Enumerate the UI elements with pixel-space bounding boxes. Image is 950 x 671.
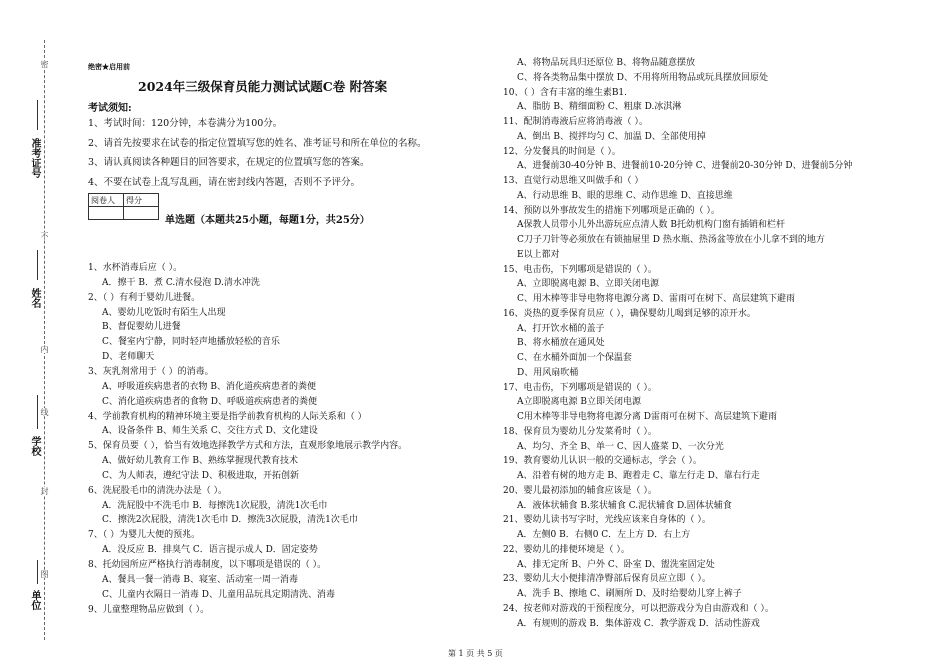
question-stem: 16、炎热的夏季保育员应（ ），确保婴幼儿喝到足够的凉开水。 — [503, 308, 756, 319]
question-option: A．有规则的游戏 B．集体游戏 C．教学游戏 D．活动性游戏 — [517, 618, 760, 629]
section-title: 单选题（本题共25小题，每题1分，共25分） — [165, 215, 370, 226]
label-exam-number: 准考证号 — [29, 138, 40, 178]
question-stem: 20、婴儿最初添加的辅食应该是（ ）。 — [503, 485, 657, 496]
label-name: 姓名 — [29, 288, 40, 308]
question-option: A、打开饮水桶的盖子 — [517, 323, 605, 334]
score-table-grader: 阅卷人 — [89, 194, 124, 207]
question-stem: 19、教育婴幼儿认识一般的交通标志，学会（ ）。 — [503, 456, 702, 467]
question-option: A、将物品玩具归还原位 B、将物品随意摆放 — [517, 58, 695, 68]
question-stem: 18、保育员为婴幼儿分发菜肴时（ ）。 — [503, 426, 657, 437]
question-stem: 1、水杯消毒后应（ ）。 — [88, 263, 183, 273]
region-fill-line — [37, 560, 38, 584]
exam-number-fill-line — [37, 100, 38, 130]
label-region: 单位 — [29, 590, 40, 610]
question-option: C、在水桶外面加一个保温套 — [517, 353, 632, 363]
question-option: A．洗屁股中不洗毛巾 B．每擦洗1次屁股，清洗1次毛巾 — [102, 500, 328, 511]
question-stem: 6、洗屁股毛巾的清洗办法是（ ）。 — [88, 485, 228, 496]
seal-mark: 图 — [40, 570, 49, 578]
label-school: 学校 — [29, 436, 40, 456]
question-option: C、餐室内宁静，同时轻声地播放轻松的音乐 — [102, 337, 280, 348]
notice-heading: 考试须知: — [88, 103, 132, 114]
question-option: C、儿童内衣隔日一消毒 D、儿童用品玩具定期清洗、消毒 — [102, 589, 335, 600]
question-option: C刀子刀针等必须放在有锁抽屉里 D 热水瓶、热汤盆等放在小儿拿不到的地方 — [517, 235, 825, 245]
question-option: D、用风扇吹桶 — [517, 367, 579, 378]
seal-line — [44, 40, 45, 640]
question-option: A、设备条件 B、师生关系 C、交往方式 D、文化建设 — [102, 426, 318, 437]
page-footer: 第 1 页 共 5 页 — [448, 649, 503, 658]
page-title: 2024年三级保育员能力测试试题C卷 附答案 — [138, 79, 388, 94]
question-option: A、餐具一餐一消毒 B、寝室、活动室一周一消毒 — [102, 574, 298, 585]
binding-margin — [0, 0, 62, 671]
question-option: A、呼吸道疾病患者的衣物 B、消化道疾病患者的粪便 — [102, 381, 316, 392]
notice-item: 2、请首先按要求在试卷的指定位置填写您的姓名、准考证号和所在单位的名称。 — [88, 138, 427, 149]
question-option: A．左侧0 B．右侧0 C．左上方 D．右上方 — [517, 530, 691, 540]
question-stem: 2、（ ）有利于婴幼儿进餐。 — [88, 292, 201, 303]
question-option: B、将水桶放在通风处 — [517, 338, 605, 349]
question-stem: 5、保育员要（ ），恰当有效地选择教学方式和方法，直观形象地展示教学内容。 — [88, 441, 408, 452]
seal-mark: 不 — [40, 232, 49, 240]
question-stem: 9、儿童整理物品应做到（ ）。 — [88, 604, 210, 615]
seal-mark: 密 — [40, 60, 49, 68]
question-stem: 21、婴幼儿读书写字时，光线应该来自身体的（ ）。 — [503, 515, 711, 526]
question-option: A．擦干 B．煮 C.清水侵泡 D.清水冲洗 — [102, 277, 260, 288]
question-option: A、倒出 B、搅拌均匀 C、加温 D、全部使用掉 — [517, 131, 706, 142]
question-option: A、进餐前30-40分钟 B、进餐前10-20分钟 C、进餐前20-30分钟 D、进餐前5分钟 — [517, 161, 853, 172]
question-option: A、排无定所 B、户外 C、卧室 D、盥洗室固定处 — [517, 559, 715, 570]
score-table-grader-cell — [89, 207, 124, 220]
score-table-score: 得分 — [124, 194, 159, 207]
question-option: C．擦洗2次屁股，清洗1次毛巾 D．擦洗3次屁股，清洗1次毛巾 — [102, 515, 358, 526]
seal-mark: 封 — [40, 487, 49, 495]
question-stem: 13、直觉行动思维又叫做手和（ ） — [503, 176, 644, 186]
question-stem: 24、按老师对游戏的干预程度分，可以把游戏分为自由游戏和（ ）。 — [503, 603, 774, 614]
question-stem: 14、预防以外事故发生的措施下列哪项是正确的（ ）。 — [503, 205, 720, 216]
question-option: A、沿着有树的地方走 B、跑着走 C、靠左行走 D、靠右行走 — [517, 471, 760, 481]
question-option: C、将各类物品集中摆放 D、不用将所用物品或玩具摆放回原处 — [517, 72, 768, 83]
question-option: E以上都对 — [517, 249, 560, 260]
score-table-score-cell — [124, 207, 159, 220]
question-option: A、立即脱离电源 B、立即关闭电源 — [517, 279, 659, 290]
question-option: A立即脱离电源 B立即关闭电源 — [517, 397, 641, 408]
seal-mark: 内 — [40, 345, 49, 353]
secret-label: 绝密★启用前 — [88, 62, 130, 71]
question-option: A、脂肪 B、精细面粉 C、粗康 D.冰淇淋 — [517, 102, 682, 113]
question-stem: 11、配制消毒液后应将消毒液（ ）。 — [503, 117, 648, 127]
question-stem: 23、婴幼儿大小便排清净臀部后保育员应立即（ ）。 — [503, 574, 711, 585]
question-option: A、婴幼儿吃饭时有陌生人出现 — [102, 307, 226, 318]
question-option: B、督促婴幼儿进餐 — [102, 322, 181, 333]
question-option: C用木棒等非导电物将电源分离 D雷雨可在树下、高层建筑下避雨 — [517, 412, 777, 422]
question-stem: 8、托幼园所应严格执行消毒制度，以下哪项是错误的（ ）。 — [88, 560, 327, 570]
seal-mark: 线 — [40, 408, 49, 416]
name-fill-line — [37, 250, 38, 280]
question-option: A、均匀、齐全 B、单一 C、因人盛菜 D、一次分光 — [517, 441, 724, 452]
question-option: C、消化道疾病患者的食物 D、呼吸道疾病患者的粪便 — [102, 396, 317, 407]
question-stem: 4、学前教育机构的精神环境主要是指学前教育机构的人际关系和（ ） — [88, 411, 367, 422]
notice-item: 1、考试时间：120分钟，本卷满分为100分。 — [88, 118, 283, 129]
question-option: C、用木棒等非导电物将电源分离 D、雷雨可在树下、高层建筑下避雨 — [517, 294, 795, 304]
question-stem: 7、（ ）为婴儿大便的预兆。 — [88, 530, 201, 541]
question-option: D、老师聊天 — [102, 352, 155, 363]
question-option: C、为人师表，遵纪守法 D、积极进取，开拓创新 — [102, 470, 299, 481]
question-option: A保教人员带小儿外出游玩应点清人数 B托幼机构门窗有插销和栏杆 — [517, 220, 785, 231]
question-option: A、行动思维 B、眼的思维 C、动作思维 D、直接思维 — [517, 190, 733, 201]
question-option: A．没反应 B．排臭气 C．语言提示成人 D．固定姿势 — [102, 545, 318, 556]
question-stem: 3、灰乳剂常用于（ ）的消毒。 — [88, 366, 214, 377]
question-option: A、洗手 B、擦地 C、刷厕所 D、及时给婴幼儿穿上裤子 — [517, 589, 742, 599]
score-table — [88, 193, 159, 220]
notice-item: 3、请认真阅读各种题目的回答要求，在规定的位置填写您的答案。 — [88, 157, 370, 168]
question-stem: 22、婴幼儿的排便环境是（ ）。 — [503, 544, 630, 555]
question-stem: 15、电击伤，下列哪项是错误的（ ）。 — [503, 264, 657, 275]
school-fill-line — [37, 395, 38, 429]
question-option: A．液体状辅食 B.浆状辅食 C.泥状辅食 D.固体状辅食 — [517, 500, 732, 511]
notice-item: 4、不要在试卷上乱写乱画，请在密封线内答题，否则不予评分。 — [88, 177, 361, 188]
question-stem: 10、（ ）含有丰富的维生素B1. — [503, 87, 628, 98]
question-stem: 17、电击伤，下列哪项是错误的（ ）。 — [503, 382, 657, 393]
question-option: A、做好幼儿教育工作 B、熟练掌握现代教育技术 — [102, 456, 298, 467]
question-stem: 12、分发餐具的时间是（ ）。 — [503, 146, 621, 157]
